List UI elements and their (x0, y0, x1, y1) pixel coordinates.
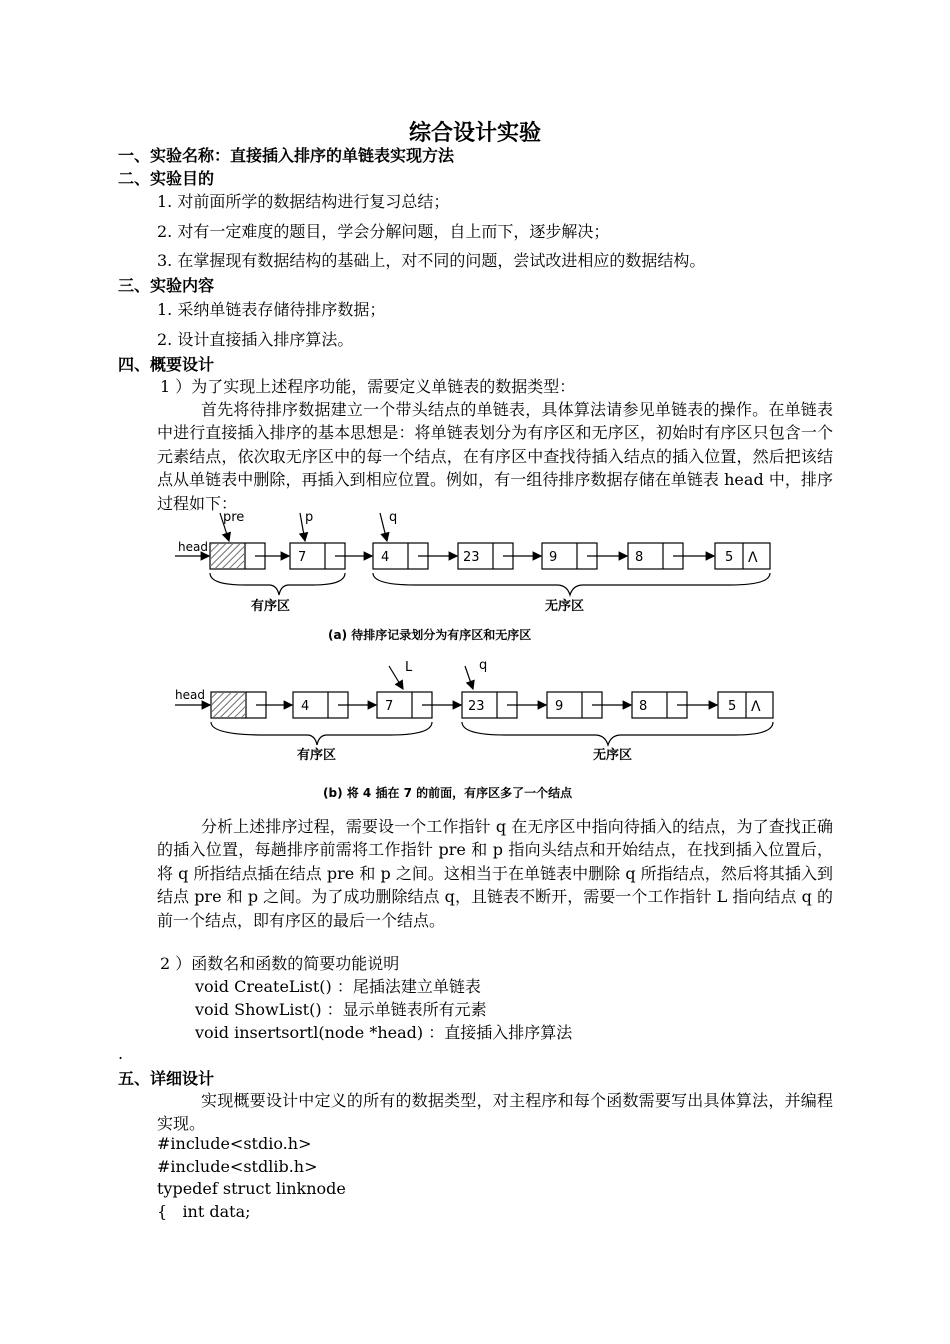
node-value: 23 (468, 699, 485, 714)
page-title: 综合设计实验 (408, 120, 541, 146)
null-symbol: Λ (751, 699, 761, 715)
pointer-label-q: q (389, 510, 398, 525)
code-line-4: { int data; (157, 1202, 251, 1221)
diagram-a-caption: (a) 待排序记录划分为有序区和无序区 (328, 628, 532, 642)
head-label: head (175, 688, 205, 702)
code-line-1: #include<stdio.h> (157, 1134, 312, 1153)
section-2-heading: 二、实验目的 (118, 169, 215, 188)
node-value: 9 (555, 699, 564, 714)
objective-item-2: 2. 对有一定难度的题目，学会分解问题，自上而下，逐步解决； (157, 222, 610, 241)
ordered-zone-label: 有序区 (297, 748, 337, 763)
content-item-2: 2. 设计直接插入排序算法。 (157, 330, 354, 349)
node-value: 23 (463, 550, 480, 565)
pointer-label-pre: pre (223, 510, 245, 525)
objective-item-3: 3. 在掌握现有数据结构的基础上，对不同的问题，尝试改进相应的数据结构。 (157, 251, 706, 270)
node-value: 7 (385, 699, 394, 714)
linked-list-diagram-a (165, 505, 785, 645)
node-value: 5 (725, 550, 734, 565)
null-symbol: Λ (748, 550, 758, 566)
function-item-1: void CreateList() ：尾插法建立单链表 (195, 977, 481, 996)
objective-item-1: 1. 对前面所学的数据结构进行复习总结； (157, 192, 450, 211)
node-value: 5 (728, 699, 737, 714)
ordered-zone-label: 有序区 (251, 599, 291, 614)
design-item-2: 2 ）函数名和函数的简要功能说明 (160, 954, 400, 973)
function-item-3: void insertsortl(node *head) ：直接插入排序算法 (195, 1023, 573, 1042)
detail-paragraph: 实现概要设计中定义的所有的数据类型，对主程序和每个函数需要写出具体算法，并编程实现。 (157, 1091, 833, 1134)
unordered-zone-label: 无序区 (545, 599, 585, 614)
section-5-heading: 五、详细设计 (118, 1069, 215, 1088)
node-value: 4 (381, 550, 390, 565)
section-4-heading: 四、概要设计 (118, 355, 215, 374)
diagram-b-caption: (b) 将 4 插在 7 的前面，有序区多了一个结点 (323, 786, 573, 800)
stray-dot: . (118, 1044, 124, 1063)
node-value: 4 (301, 699, 310, 714)
code-line-2: #include<stdlib.h> (157, 1157, 318, 1176)
code-line-3: typedef struct linknode (157, 1179, 346, 1198)
pointer-label-q: q (479, 658, 488, 673)
pointer-label-L: L (405, 660, 413, 675)
pointer-label-p: p (305, 510, 314, 525)
node-value: 8 (639, 699, 648, 714)
function-item-2: void ShowList() ：显示单链表所有元素 (195, 1000, 487, 1019)
design-item-1: 1 ）为了实现上述程序功能，需要定义单链表的数据类型： (160, 377, 576, 396)
content-item-1: 1. 采纳单链表存储待排序数据； (157, 300, 386, 319)
node-value: 8 (635, 550, 644, 565)
design-paragraph-1: 首先将待排序数据建立一个带头结点的单链表，具体算法请参见单链表的操作。在单链表中进行直接插入排序的基本思想是：将单链表划分为有序区和无序区，初始时有序区只包含一个元素结点，依次取无序区中的每一个结点，在有序区中查找待插入结点的插入位置，然后把该结点从单链表中删除，再插入到相应位置。例如，有一组待排序数据存储在单链表 head 中，排序过程如下： (157, 400, 833, 513)
section-3-heading: 三、实验内容 (118, 276, 215, 295)
linked-list-diagram-b (165, 652, 785, 804)
node-value: 9 (549, 550, 558, 565)
unordered-zone-label: 无序区 (593, 748, 633, 763)
head-label: head (178, 540, 208, 554)
design-paragraph-2: 分析上述排序过程，需要设一个工作指针 q 在无序区中指向待插入的结点，为了查找正确的插入位置，每趟排序前需将工作指针 pre 和 p 指向头结点和开始结点，在找到插入位置后，将 q 所指结点插在结点 pre 和 p 之间。这相当于在单链表中删除 q 所指结点，然后将其插入到结点 pre 和 p 之间。为了成功删除结点 q，且链表不断开，需要一个工作指针 L 指向结点 q 的前一个结点，即有序区的最后一个结点。 (157, 817, 833, 930)
node-value: 7 (298, 550, 307, 565)
section-1-heading: 一、实验名称：直接插入排序的单链表实现方法 (118, 146, 455, 165)
